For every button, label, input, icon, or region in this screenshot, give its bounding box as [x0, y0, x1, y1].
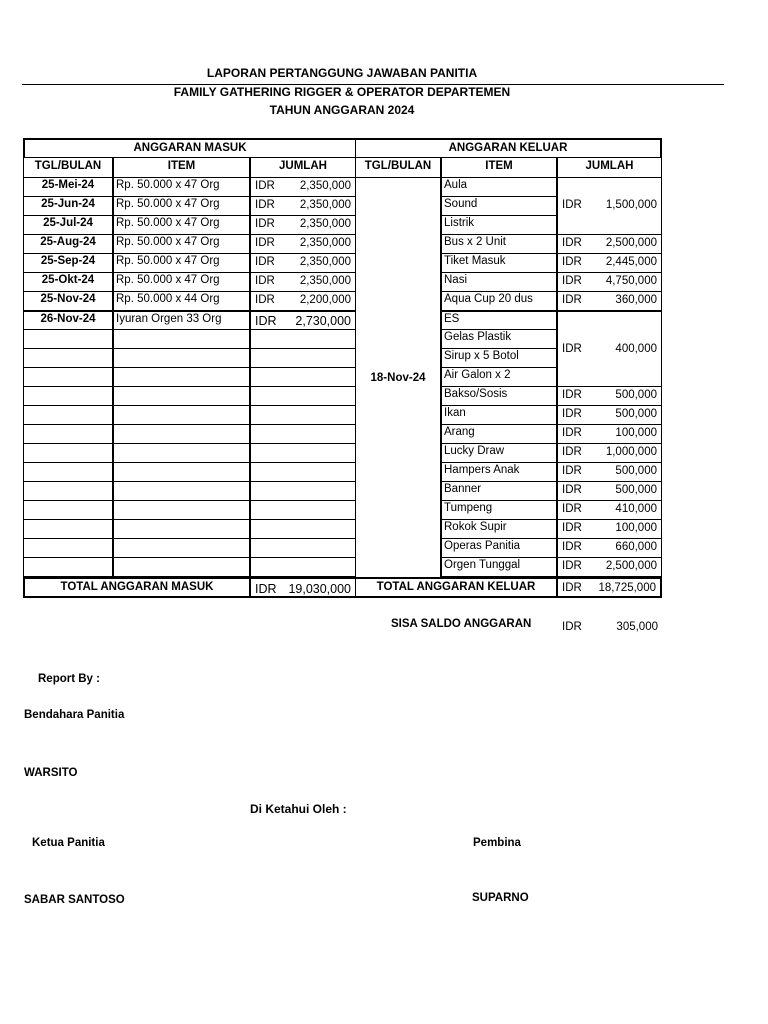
expense-row-amount-currency: IDR — [562, 503, 582, 515]
expense-col-date: TGL/BULAN — [355, 157, 441, 178]
income-row-amount — [250, 253, 356, 273]
expense-row-amount-currency: IDR — [562, 237, 582, 249]
expense-row-amount-currency: IDR — [562, 294, 582, 306]
expense-row-amount-value: 1,000,000 — [605, 446, 657, 458]
income-row-amount-value: 2,350,000 — [299, 199, 351, 211]
income-row-amount — [250, 500, 356, 520]
expense-row-item: Bakso/Sosis — [441, 386, 557, 406]
expense-row-amount — [557, 557, 662, 577]
expense-row-item: Bus x 2 Unit — [441, 234, 557, 254]
expense-row-amount-value: 500,000 — [615, 408, 657, 420]
expense-total-amount-value: 18,725,000 — [598, 581, 656, 594]
income-total-amount — [250, 577, 356, 598]
expense-row-item: Sirup x 5 Botol — [441, 348, 557, 368]
expense-total-amount-currency: IDR — [562, 581, 582, 594]
income-row-item — [113, 348, 250, 368]
income-row-date: 25-Mei-24 — [23, 177, 113, 197]
expense-row-amount — [557, 253, 662, 273]
expense-row-item: Hampers Anak — [441, 462, 557, 482]
income-row-item — [113, 329, 250, 349]
expense-row-amount — [557, 272, 662, 292]
income-row-item: Rp. 50.000 x 47 Org — [113, 272, 250, 292]
expense-row-amount — [557, 310, 662, 387]
income-row-amount — [250, 405, 356, 425]
expense-row-amount-currency: IDR — [562, 256, 582, 268]
income-row-date: 25-Okt-24 — [23, 272, 113, 292]
income-row-date — [23, 405, 113, 425]
acknowledged-label: Di Ketahui Oleh : — [250, 802, 347, 816]
income-row-item: Rp. 50.000 x 47 Org — [113, 177, 250, 197]
treasurer-role: Bendahara Panitia — [24, 709, 125, 721]
income-row-amount — [250, 310, 356, 330]
income-row-date — [23, 462, 113, 482]
income-row-item: Rp. 50.000 x 44 Org — [113, 291, 250, 311]
expense-row-amount-currency: IDR — [562, 199, 582, 211]
income-row-item — [113, 462, 250, 482]
income-section-title: ANGGARAN MASUK — [23, 138, 356, 158]
income-row-item — [113, 443, 250, 463]
expense-row-item: ES — [441, 310, 557, 330]
expense-row-amount-currency: IDR — [562, 342, 582, 355]
expense-row-amount-currency: IDR — [562, 275, 582, 287]
income-row-date — [23, 519, 113, 539]
expense-row-item: Operas Panitia — [441, 538, 557, 558]
income-row-amount — [250, 234, 356, 254]
income-row-item — [113, 424, 250, 444]
income-row-amount-currency: IDR — [255, 218, 275, 230]
income-row-item — [113, 405, 250, 425]
income-row-item: Iyuran Orgen 33 Org — [113, 310, 250, 330]
income-row-date — [23, 386, 113, 406]
expense-row-item: Aqua Cup 20 dus — [441, 291, 557, 311]
income-row-item — [113, 500, 250, 520]
income-row-amount — [250, 462, 356, 482]
expense-row-amount-currency: IDR — [562, 484, 582, 496]
income-row-amount-value: 2,350,000 — [299, 256, 351, 268]
expense-row-amount — [557, 538, 662, 558]
expense-row-item: Listrik — [441, 215, 557, 235]
income-row-date — [23, 557, 113, 577]
income-row-amount — [250, 386, 356, 406]
report-subtitle: FAMILY GATHERING RIGGER & OPERATOR DEPARTEMEN — [173, 85, 511, 99]
report-year: TAHUN ANGGARAN 2024 — [269, 103, 415, 117]
balance-amount: 305,000 — [616, 621, 658, 633]
income-row-amount — [250, 481, 356, 501]
income-row-amount-value: 2,350,000 — [299, 237, 351, 249]
income-row-item — [113, 481, 250, 501]
expense-row-amount-currency: IDR — [562, 389, 582, 401]
income-row-date: 25-Jun-24 — [23, 196, 113, 216]
income-row-item: Rp. 50.000 x 47 Org — [113, 253, 250, 273]
report-title: LAPORAN PERTANGGUNG JAWABAN PANITIA — [206, 66, 478, 80]
expense-row-amount — [557, 424, 662, 444]
income-row-amount-currency: IDR — [255, 275, 275, 287]
expense-row-amount-value: 100,000 — [615, 522, 657, 534]
expense-row-amount-value: 500,000 — [615, 484, 657, 496]
expense-row-amount — [557, 462, 662, 482]
income-row-item: Rp. 50.000 x 47 Org — [113, 215, 250, 235]
income-row-amount — [250, 291, 356, 311]
income-row-amount — [250, 519, 356, 539]
income-row-date: 26-Nov-24 — [23, 310, 113, 330]
expense-row-amount — [557, 405, 662, 425]
expense-row-amount-value: 1,500,000 — [605, 199, 657, 211]
balance-currency: IDR — [562, 621, 582, 633]
income-row-amount-currency: IDR — [255, 199, 275, 211]
expense-date: 18-Nov-24 — [355, 177, 441, 578]
income-col-item: ITEM — [113, 157, 250, 178]
income-row-amount-value: 2,350,000 — [299, 275, 351, 287]
expense-row-amount — [557, 291, 662, 311]
income-row-amount-value: 2,350,000 — [299, 218, 351, 230]
income-row-amount-currency: IDR — [255, 314, 277, 328]
income-row-item — [113, 538, 250, 558]
income-row-amount — [250, 424, 356, 444]
expense-row-amount — [557, 234, 662, 254]
income-row-item — [113, 386, 250, 406]
advisor-role: Pembina — [473, 837, 521, 849]
expense-row-amount-value: 360,000 — [615, 294, 657, 306]
income-row-amount-currency: IDR — [255, 294, 275, 306]
income-row-item — [113, 557, 250, 577]
income-row-amount — [250, 272, 356, 292]
expense-row-amount — [557, 519, 662, 539]
expense-total-label: TOTAL ANGGARAN KELUAR — [355, 577, 557, 598]
income-row-item: Rp. 50.000 x 47 Org — [113, 196, 250, 216]
expense-row-amount-value: 660,000 — [615, 541, 657, 553]
income-col-date: TGL/BULAN — [23, 157, 113, 178]
expense-row-amount-currency: IDR — [562, 522, 582, 534]
income-row-amount — [250, 329, 356, 349]
income-row-item: Rp. 50.000 x 47 Org — [113, 234, 250, 254]
expense-row-item: Banner — [441, 481, 557, 501]
expense-section-title: ANGGARAN KELUAR — [355, 138, 662, 158]
expense-row-amount — [557, 500, 662, 520]
income-row-amount — [250, 367, 356, 387]
income-row-date — [23, 348, 113, 368]
income-row-amount-currency: IDR — [255, 180, 275, 192]
expense-total-amount — [557, 577, 662, 598]
expense-row-amount-value: 400,000 — [615, 342, 657, 355]
expense-row-item: Lucky Draw — [441, 443, 557, 463]
income-row-amount — [250, 443, 356, 463]
income-row-amount — [250, 538, 356, 558]
income-row-amount-value: 2,200,000 — [299, 294, 351, 306]
expense-row-item: Aula — [441, 177, 557, 197]
income-row-date — [23, 481, 113, 501]
income-total-amount-value: 19,030,000 — [288, 581, 351, 596]
expense-row-item: Tumpeng — [441, 500, 557, 520]
expense-col-item: ITEM — [441, 157, 557, 178]
income-row-date — [23, 443, 113, 463]
advisor-name: SUPARNO — [472, 892, 529, 904]
expense-row-amount-value: 2,445,000 — [605, 256, 657, 268]
income-row-amount-currency: IDR — [255, 237, 275, 249]
income-row-item — [113, 519, 250, 539]
expense-row-item: Arang — [441, 424, 557, 444]
expense-row-item: Sound — [441, 196, 557, 216]
expense-row-amount-currency: IDR — [562, 408, 582, 420]
expense-row-amount-value: 4,750,000 — [605, 275, 657, 287]
income-row-amount-value: 2,350,000 — [299, 180, 351, 192]
income-row-amount — [250, 196, 356, 216]
expense-row-amount-currency: IDR — [562, 427, 582, 439]
income-row-date — [23, 500, 113, 520]
income-total-label: TOTAL ANGGARAN MASUK — [23, 577, 250, 598]
income-total-amount-currency: IDR — [255, 581, 277, 596]
expense-col-amount: JUMLAH — [557, 157, 662, 178]
treasurer-name: WARSITO — [24, 767, 78, 779]
balance-label: SISA SALDO ANGGARAN — [391, 618, 532, 630]
expense-row-amount-currency: IDR — [562, 560, 582, 572]
expense-row-item: Ikan — [441, 405, 557, 425]
income-row-date: 25-Aug-24 — [23, 234, 113, 254]
expense-row-amount-value: 500,000 — [615, 465, 657, 477]
income-row-date: 25-Sep-24 — [23, 253, 113, 273]
expense-row-item: Gelas Plastik — [441, 329, 557, 349]
income-row-amount — [250, 348, 356, 368]
expense-row-amount-currency: IDR — [562, 541, 582, 553]
income-row-date — [23, 538, 113, 558]
expense-row-amount-currency: IDR — [562, 446, 582, 458]
report-by-label: Report By : — [38, 673, 100, 685]
expense-row-amount-value: 410,000 — [615, 503, 657, 515]
expense-row-amount-value: 100,000 — [615, 427, 657, 439]
income-col-amount: JUMLAH — [250, 157, 356, 178]
expense-row-amount — [557, 177, 662, 235]
expense-row-amount-value: 2,500,000 — [605, 237, 657, 249]
expense-row-amount-value: 500,000 — [615, 389, 657, 401]
expense-row-item: Orgen Tunggal — [441, 557, 557, 577]
income-row-amount-currency: IDR — [255, 256, 275, 268]
income-row-date — [23, 424, 113, 444]
income-row-item — [113, 367, 250, 387]
income-row-date: 25-Nov-24 — [23, 291, 113, 311]
chair-role: Ketua Panitia — [32, 837, 105, 849]
income-row-amount-value: 2,730,000 — [295, 314, 351, 328]
income-row-amount — [250, 177, 356, 197]
expense-row-amount-value: 2,500,000 — [605, 560, 657, 572]
expense-row-amount-currency: IDR — [562, 465, 582, 477]
chair-name: SABAR SANTOSO — [24, 894, 125, 906]
expense-row-item: Nasi — [441, 272, 557, 292]
income-row-date — [23, 367, 113, 387]
income-row-amount — [250, 557, 356, 577]
expense-row-amount — [557, 386, 662, 406]
income-row-date — [23, 329, 113, 349]
expense-row-amount — [557, 443, 662, 463]
income-row-date: 25-Jul-24 — [23, 215, 113, 235]
expense-row-amount — [557, 481, 662, 501]
income-row-amount — [250, 215, 356, 235]
expense-row-item: Tiket Masuk — [441, 253, 557, 273]
expense-row-item: Rokok Supir — [441, 519, 557, 539]
expense-row-item: Air Galon x 2 — [441, 367, 557, 387]
